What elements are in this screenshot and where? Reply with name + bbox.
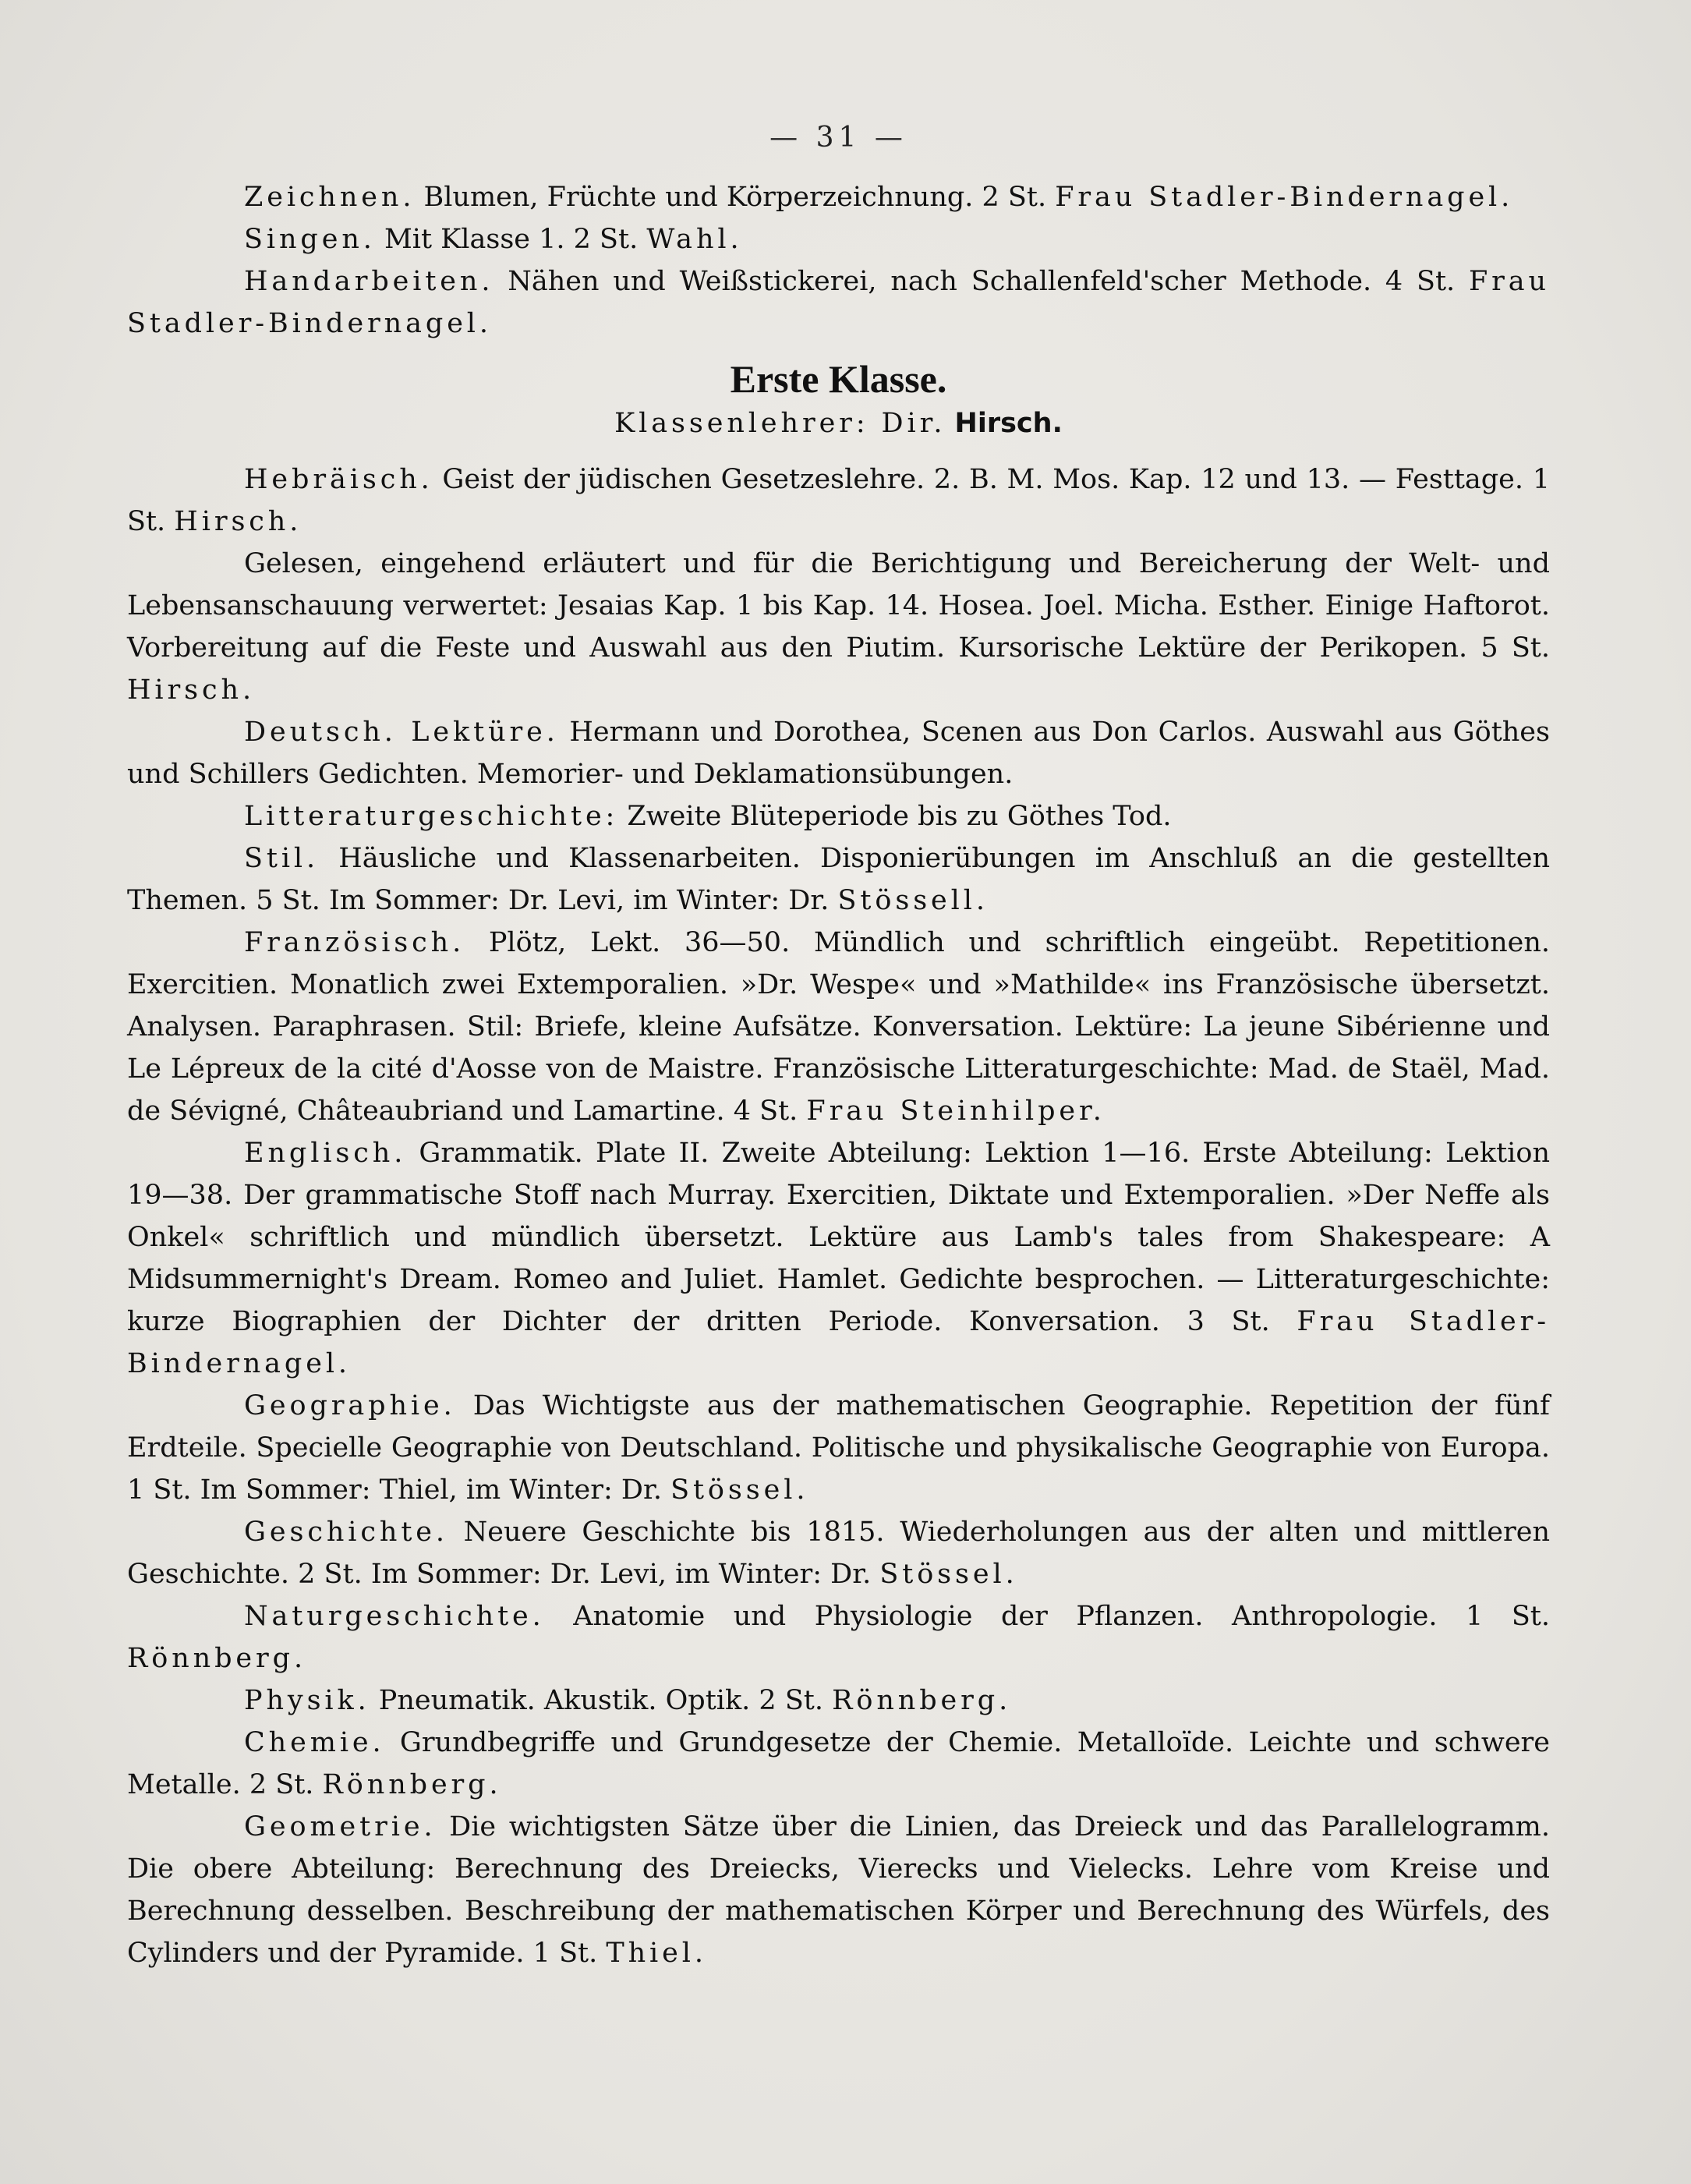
paragraph-gelesen xyxy=(127,543,1550,711)
paragraph-geographie xyxy=(127,1385,1550,1511)
paragraph-text: Nähen und Weißstickerei, nach Schallenfeld'scher Methode. 4 St. xyxy=(494,266,1469,297)
paragraph-englisch xyxy=(127,1132,1550,1385)
paragraph-handarbeiten xyxy=(127,260,1550,345)
paragraph-franzoesisch xyxy=(127,922,1550,1132)
paragraph-text: Geist der jüdischen Gesetzeslehre. 2. B. M. Mos. Kap. 12 und 13. — Festtage. 1 St. xyxy=(127,464,1550,537)
paragraph-chemie xyxy=(127,1722,1550,1806)
class-teacher-name: Hirsch. xyxy=(954,408,1063,439)
paragraph-text: Neuere Geschichte bis 1815. Wiederholungen aus der alten und mittleren Geschichte. 2 St. Im Sommer: Dr. Levi, im Winter: Dr. xyxy=(127,1517,1550,1590)
teacher-name: Frau Stadler-Bindernagel. xyxy=(127,1306,1550,1379)
subject-heading: Deutsch. Lektüre. xyxy=(244,717,559,748)
paragraph-text: Mit Klasse 1. 2 St. xyxy=(375,224,647,255)
teacher-name: Hirsch. xyxy=(127,674,255,706)
paragraph-text: Hermann und Dorothea, Scenen aus Don Carlos. Auswahl aus Göthes und Schillers Gedichten. Memorier- und Deklamationsübungen. xyxy=(127,717,1550,790)
paragraph-text: Grammatik. Plate II. Zweite Abteilung: Lektion 1—16. Erste Abteilung: Lektion 19—38. Der grammatische Stoff nach Murray. Exercitien, Diktate und Extemporalien. »Der Neffe als Onkel« schriftlich und mündlich übersetzt. Lektüre aus Lamb's tales from Shakespeare: A Midsummernight's Dream. Romeo and Juliet. Hamlet. Gedichte besprochen. — Litteraturgeschichte: kurze Biographien der Dichter der dritten Periode. Konversation. 3 St. xyxy=(127,1138,1550,1337)
subject-heading: Geschichte. xyxy=(244,1517,448,1548)
subject-heading: Geometrie. xyxy=(244,1811,437,1842)
paragraph-zeichnen xyxy=(127,176,1550,218)
subject-heading: Geographie. xyxy=(244,1390,456,1421)
paragraph-text: Pneumatik. Akustik. Optik. 2 St. xyxy=(370,1685,833,1716)
subject-heading: Litteraturgeschichte: xyxy=(244,801,619,832)
teacher-name: Stössell. xyxy=(837,885,989,916)
paragraph-text: Die wichtigsten Sätze über die Linien, das Dreieck und das Parallelogramm. Die obere Abteilung: Berechnung des Dreiecks, Vierecks und Vielecks. Lehre vom Kreise und Berechnung desselben. Beschreibung der mathematischen Körper und Berechnung des Würfels, des Cylinders und der Pyramide. 1 St. xyxy=(127,1811,1550,1969)
teacher-name: Frau Steinhilper. xyxy=(806,1096,1106,1127)
paragraph-stil xyxy=(127,837,1550,922)
teacher-name: Rönnberg. xyxy=(322,1769,502,1800)
paragraph-text: Anatomie und Physiologie der Pflanzen. Anthropologie. 1 St. xyxy=(544,1601,1550,1632)
paragraph-text: Häusliche und Klassenarbeiten. Disponierübungen im Anschluß an die gestellten Themen. 5 St. Im Sommer: Dr. Levi, im Winter: Dr. xyxy=(127,843,1550,916)
subject-heading: Handarbeiten. xyxy=(244,266,494,297)
subject-heading: Physik. xyxy=(244,1685,370,1716)
section-title: Erste Klasse. xyxy=(730,357,947,401)
subject-heading: Chemie. xyxy=(244,1727,385,1758)
page-content xyxy=(127,117,1550,1974)
paragraph-text: Plötz, Lekt. 36—50. Mündlich und schriftlich eingeübt. Repetitionen. Exercitien. Monatlich zwei Extemporalien. »Dr. Wespe« und »Mathilde« ins Französische übersetzt. Analysen. Paraphrasen. Stil: Briefe, kleine Aufsätze. Konversation. Lektüre: La jeune Sibérienne und Le Lépreux de la cité d'Aosse von de Maistre. Französische Litteraturgeschichte: Mad. de Staël, Mad. de Sévigné, Châteaubriand und Lamartine. 4 St. xyxy=(127,927,1550,1127)
teacher-name: Wahl. xyxy=(646,224,743,255)
class-teacher-line xyxy=(127,402,1550,444)
page-number: — 31 — xyxy=(769,122,907,154)
paragraph-geometrie xyxy=(127,1806,1550,1974)
paragraph-geschichte xyxy=(127,1511,1550,1595)
teacher-name: Rönnberg. xyxy=(832,1685,1012,1716)
paragraph-physik xyxy=(127,1680,1550,1722)
teacher-name: Thiel. xyxy=(606,1938,707,1969)
paragraph-text: Zweite Blüteperiode bis zu Göthes Tod. xyxy=(618,801,1172,832)
teacher-name: Frau Stadler-Bindernagel. xyxy=(1055,182,1514,213)
subject-heading: Zeichnen. xyxy=(244,182,416,213)
teacher-name: Stössel. xyxy=(670,1474,809,1506)
subject-heading: Französisch. xyxy=(244,927,465,958)
paragraph-text: Gelesen, eingehend erläutert und für die Berichtigung und Bereicherung der Welt- und Lebensanschauung verwertet: Jesaias Kap. 1 bis Kap. 14. Hosea. Joel. Micha. Esther. Einige Haftorot. Vorbereitung auf die Feste und Auswahl aus den Piutim. Kursorische Lektüre der Perikopen. 5 St. xyxy=(127,548,1550,664)
teacher-name: Frau Stadler-Bindernagel. xyxy=(127,266,1550,339)
paragraph-text: Grundbegriffe und Grundgesetze der Chemie. Metalloïde. Leichte und schwere Metalle. 2 St. xyxy=(127,1727,1550,1800)
subject-heading: Englisch. xyxy=(244,1138,407,1169)
paragraph-text: Das Wichtigste aus der mathematischen Geographie. Repetition der fünf Erdteile. Specielle Geographie von Deutschland. Politische und physikalische Geographie von Europa. 1 St. Im Sommer: Thiel, im Winter: Dr. xyxy=(127,1390,1550,1506)
subject-heading: Hebräisch. xyxy=(244,464,433,495)
paragraph-litteraturgeschichte xyxy=(127,795,1550,837)
paragraph-deutsch xyxy=(127,711,1550,795)
teacher-name: Stössel. xyxy=(879,1559,1018,1590)
paragraph-hebraeisch xyxy=(127,458,1550,543)
paragraph-text: Blumen, Früchte und Körperzeichnung. 2 St. xyxy=(415,182,1056,213)
paragraph-naturgeschichte xyxy=(127,1595,1550,1680)
subject-heading: Singen. xyxy=(244,224,376,255)
class-teacher-label: Klassenlehrer: Dir. xyxy=(614,408,946,439)
paragraph-singen xyxy=(127,218,1550,260)
teacher-name: Hirsch. xyxy=(174,506,302,537)
subject-heading: Stil. xyxy=(244,843,320,874)
subject-heading: Naturgeschichte. xyxy=(244,1601,545,1632)
teacher-name: Rönnberg. xyxy=(127,1643,306,1674)
